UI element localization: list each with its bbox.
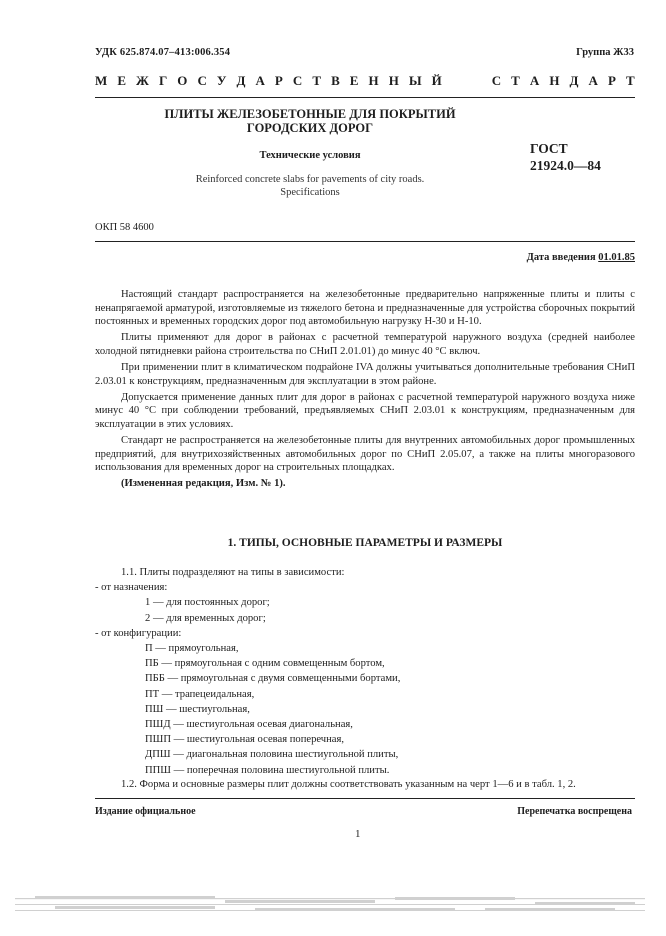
top-divider bbox=[95, 97, 635, 98]
banner-letter: С bbox=[491, 73, 502, 88]
list-item: ПШП — шестиугольная осевая поперечная, bbox=[145, 734, 345, 746]
banner-letter: О bbox=[177, 73, 188, 88]
banner-letter: Р bbox=[274, 73, 283, 88]
banner-letter: А bbox=[255, 73, 265, 88]
banner-letter: С bbox=[292, 73, 303, 88]
banner-letter bbox=[465, 73, 468, 89]
document-title bbox=[150, 107, 470, 135]
udk-code: УДК 625.874.07–413:006.354 bbox=[95, 47, 231, 58]
title-line-2: ГОРОДСКИХ ДОРОГ bbox=[246, 121, 374, 135]
middle-divider bbox=[95, 241, 635, 242]
gost-number bbox=[530, 140, 640, 174]
banner-letter: Р bbox=[607, 73, 616, 88]
standard-banner bbox=[95, 73, 635, 89]
paragraph-1-2: 1.2. Форма и основные размеры плит должны соответствовать указанным на черт 1—6 и в табл. 1, 2. bbox=[121, 778, 576, 790]
banner-letter: В bbox=[331, 73, 340, 88]
paragraph: Плиты применяют для дорог в районах с расчетной температурой наружного воздуха (средней наиболее холодной пятидневки района строительства по СНиП 2.01.01) до минус 40 °С включ. bbox=[95, 332, 635, 357]
banner-letter: Н bbox=[549, 73, 560, 88]
date-value: 01.01.85 bbox=[598, 252, 635, 263]
banner-letter: Ы bbox=[408, 73, 422, 88]
list-item: ДПШ — диагональная половина шестиугольной плиты, bbox=[145, 749, 399, 761]
banner-letter: Н bbox=[388, 73, 399, 88]
intro-text bbox=[95, 288, 635, 493]
list-item: ПТ — трапецеидальная, bbox=[145, 688, 255, 700]
list-item: ППШ — поперечная половина шестиугольной плиты. bbox=[145, 764, 390, 776]
list-item: ПШ — шестиугольная, bbox=[145, 703, 250, 715]
banner-letter: С bbox=[197, 73, 207, 88]
scan-noise bbox=[15, 888, 645, 918]
banner-letter: У bbox=[216, 73, 227, 88]
banner-letter: Т bbox=[312, 73, 322, 88]
banner-letter: Й bbox=[431, 73, 442, 88]
gost-code: 21924.0—84 bbox=[530, 158, 601, 173]
reprint-note: Перепечатка воспрещена bbox=[517, 806, 632, 817]
banner-letter bbox=[452, 73, 455, 89]
paragraph: Настоящий стандарт распространяется на железобетонные предварительно напряженные плиты и плиты с ненапрягаемой арматурой, изготовляемые из тяжелого бетона и предназначенные для устройства сборочных покрытий постоянных и временных городских дорог под автомобильную нагрузку Н-30 и Н-10. bbox=[95, 289, 635, 328]
title-line-1: ПЛИТЫ ЖЕЛЕЗОБЕТОННЫЕ ДЛЯ ПОКРЫТИЙ bbox=[164, 107, 456, 121]
banner-letter: Г bbox=[158, 73, 168, 88]
english-title-line-2: Specifications bbox=[280, 187, 340, 198]
english-title bbox=[150, 173, 470, 199]
amendment-note: (Измененная редакция, Изм. № 1). bbox=[121, 478, 286, 490]
introduction-date bbox=[527, 252, 635, 263]
config-label: - от конфигурации: bbox=[95, 627, 182, 639]
footer-divider bbox=[95, 798, 635, 799]
paragraph: Стандарт не распространяется на железобетонные плиты для внутренних автомобильных дорог промышленных предприятий, для внутрихозяйственных автомобильных дорог по СНиП 2.05.07, а также на плиты многоразового использования для временных дорог на строительных площадках. bbox=[95, 434, 635, 474]
banner-letter: Е bbox=[117, 73, 126, 88]
banner-letter: Д bbox=[236, 73, 246, 88]
purpose-label: - от назначения: bbox=[95, 582, 168, 594]
list-item: 1 — для постоянных дорог; bbox=[145, 597, 270, 609]
list-item: ПББ — прямоугольная с двумя совмещенными бортами, bbox=[145, 673, 401, 685]
banner-letter: А bbox=[588, 73, 598, 88]
type-classification bbox=[95, 565, 635, 791]
banner-letter: Е bbox=[349, 73, 359, 88]
list-item: П — прямоугольная, bbox=[145, 643, 239, 655]
list-item: ПБ — прямоугольная с одним совмещенным бортом, bbox=[145, 658, 385, 670]
banner-letter: Т bbox=[625, 73, 635, 88]
paragraph: Допускается применение данных плит для дорог в районах с расчетной температурой наружного воздуха ниже минус 40 °С при соблюдении требований, предъявляемых СНиП 2.03.01 к конструкциям, предназначенным для эксплуатации в этих условиях. bbox=[95, 391, 635, 430]
page-number: 1 bbox=[355, 828, 361, 840]
banner-letter: Д bbox=[569, 73, 579, 88]
date-label: Дата введения bbox=[526, 252, 596, 263]
section-heading: 1. ТИПЫ, ОСНОВНЫЕ ПАРАМЕТРЫ И РАЗМЕРЫ bbox=[227, 537, 503, 549]
banner-letter: Ж bbox=[136, 73, 149, 88]
group-code: Группа Ж33 bbox=[576, 47, 634, 58]
banner-letter: А bbox=[529, 73, 540, 88]
edition-note: Издание официальное bbox=[95, 806, 196, 817]
okp-code: ОКП 58 4600 bbox=[95, 222, 154, 233]
list-intro: 1.1. Плиты подразделяют на типы в зависимости: bbox=[121, 567, 345, 578]
list-item: 2 — для временных дорог; bbox=[145, 612, 266, 624]
paragraph: При применении плит в климатическом подрайоне IVA должны учитываться дополнительные требования СНиП 2.03.01 к конструкциям, предназначенным для эксплуатации в этом районе. bbox=[95, 361, 635, 387]
english-title-line-1: Reinforced concrete slabs for pavements of city roads. bbox=[195, 174, 425, 185]
list-item: ПШД — шестиугольная осевая диагональная, bbox=[145, 719, 353, 731]
document-subtitle: Технические условия bbox=[259, 150, 361, 161]
banner-letter bbox=[478, 73, 481, 89]
banner-letter: Н bbox=[368, 73, 379, 88]
banner-letter: Т bbox=[511, 73, 520, 88]
gost-label: ГОСТ bbox=[530, 141, 568, 156]
banner-letter: М bbox=[95, 73, 108, 88]
